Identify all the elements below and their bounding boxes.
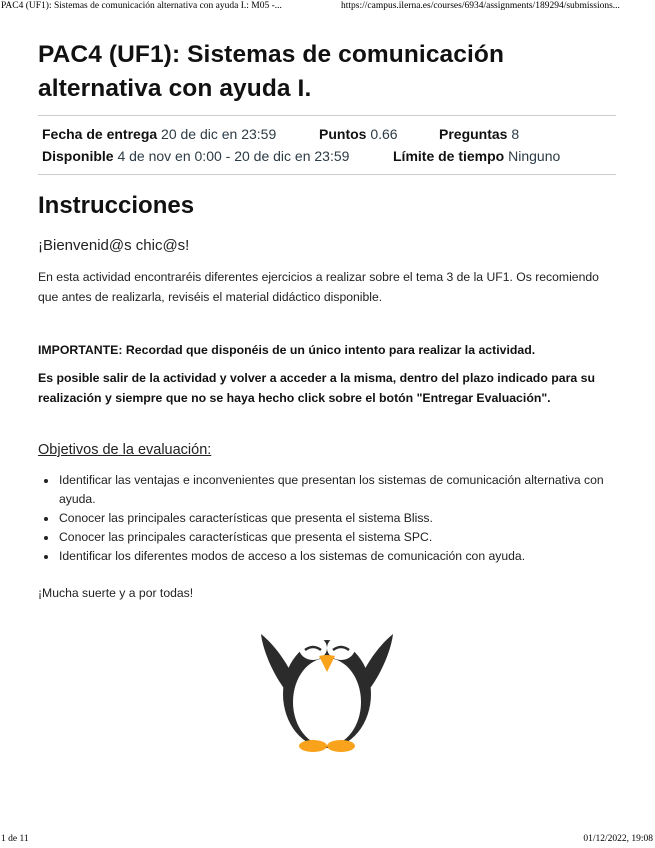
print-header-title: PAC4 (UF1): Sistemas de comunicación alternativa con ayuda I.: M05 -...	[1, 1, 282, 11]
instructions-heading: Instrucciones	[38, 192, 195, 219]
due-value: 20 de dic en 23:59	[161, 126, 277, 142]
objectives-list	[38, 471, 616, 566]
due-date	[42, 123, 276, 145]
questions-value: 8	[511, 126, 520, 142]
page-title: PAC4 (UF1): Sistemas de comunicación alternativa con ayuda I.	[38, 41, 505, 102]
list-item: • Conocer las principales características que presenta el sistema Bliss.	[58, 509, 616, 528]
intro-text: En esta actividad encontraréis diferentes ejercicios a realizar sobre el tema 3 de la UF1. Os recomiendo que antes de realizarla, reviséis el material didáctico disponible.	[38, 270, 599, 304]
details-row-1	[42, 123, 616, 145]
availability	[42, 145, 349, 167]
list-item: • Identificar las ventajas e inconvenientes que presentan los sistemas de comunicación alternativa con ayuda.	[58, 471, 616, 509]
points-label: Puntos	[319, 126, 367, 142]
welcome-text: ¡Bienvenid@s chic@s!	[38, 237, 190, 254]
list-item: • Conocer las principales características que presenta el sistema SPC.	[58, 528, 616, 547]
due-label: Fecha de entrega	[42, 126, 158, 142]
time-limit	[393, 145, 560, 167]
assignment-details	[38, 115, 616, 175]
page-number: 1 de 11	[1, 834, 29, 844]
list-item: • Identificar los diferentes modos de acceso a los sistemas de comunicación con ayuda.	[58, 547, 616, 566]
print-footer	[0, 834, 655, 848]
details-row-2	[42, 145, 616, 167]
available-label: Disponible	[42, 148, 114, 164]
print-header-url: https://campus.ilerna.es/courses/6934/assignments/189294/submissions...	[341, 1, 620, 11]
exit-note: Es posible salir de la actividad y volver a acceder a la misma, dentro del plazo indicado para su realización y siempre que no se haya hecho click sobre el botón "Entregar Evaluación".	[38, 371, 595, 405]
available-value: 4 de nov en 0:00 - 20 de dic en 23:59	[117, 148, 350, 164]
points-value: 0.66	[370, 126, 398, 142]
time-limit-label: Límite de tiempo	[393, 148, 505, 164]
print-datetime: 01/12/2022, 19:08	[583, 834, 653, 844]
penguin-right-foot	[327, 740, 355, 752]
points	[319, 123, 398, 145]
important-note: IMPORTANTE: Recordad que disponéis de un único intento para realizar la actividad.	[38, 343, 536, 357]
penguin-illustration	[257, 630, 397, 756]
penguin-left-foot	[299, 740, 327, 752]
closing-text: ¡Mucha suerte y a por todas!	[38, 586, 194, 600]
time-limit-value: Ninguno	[508, 148, 561, 164]
questions	[439, 123, 519, 145]
print-header	[0, 0, 655, 14]
assignment-content	[38, 38, 616, 600]
objectives-heading: Objetivos de la evaluación:	[38, 442, 212, 458]
questions-label: Preguntas	[439, 126, 508, 142]
